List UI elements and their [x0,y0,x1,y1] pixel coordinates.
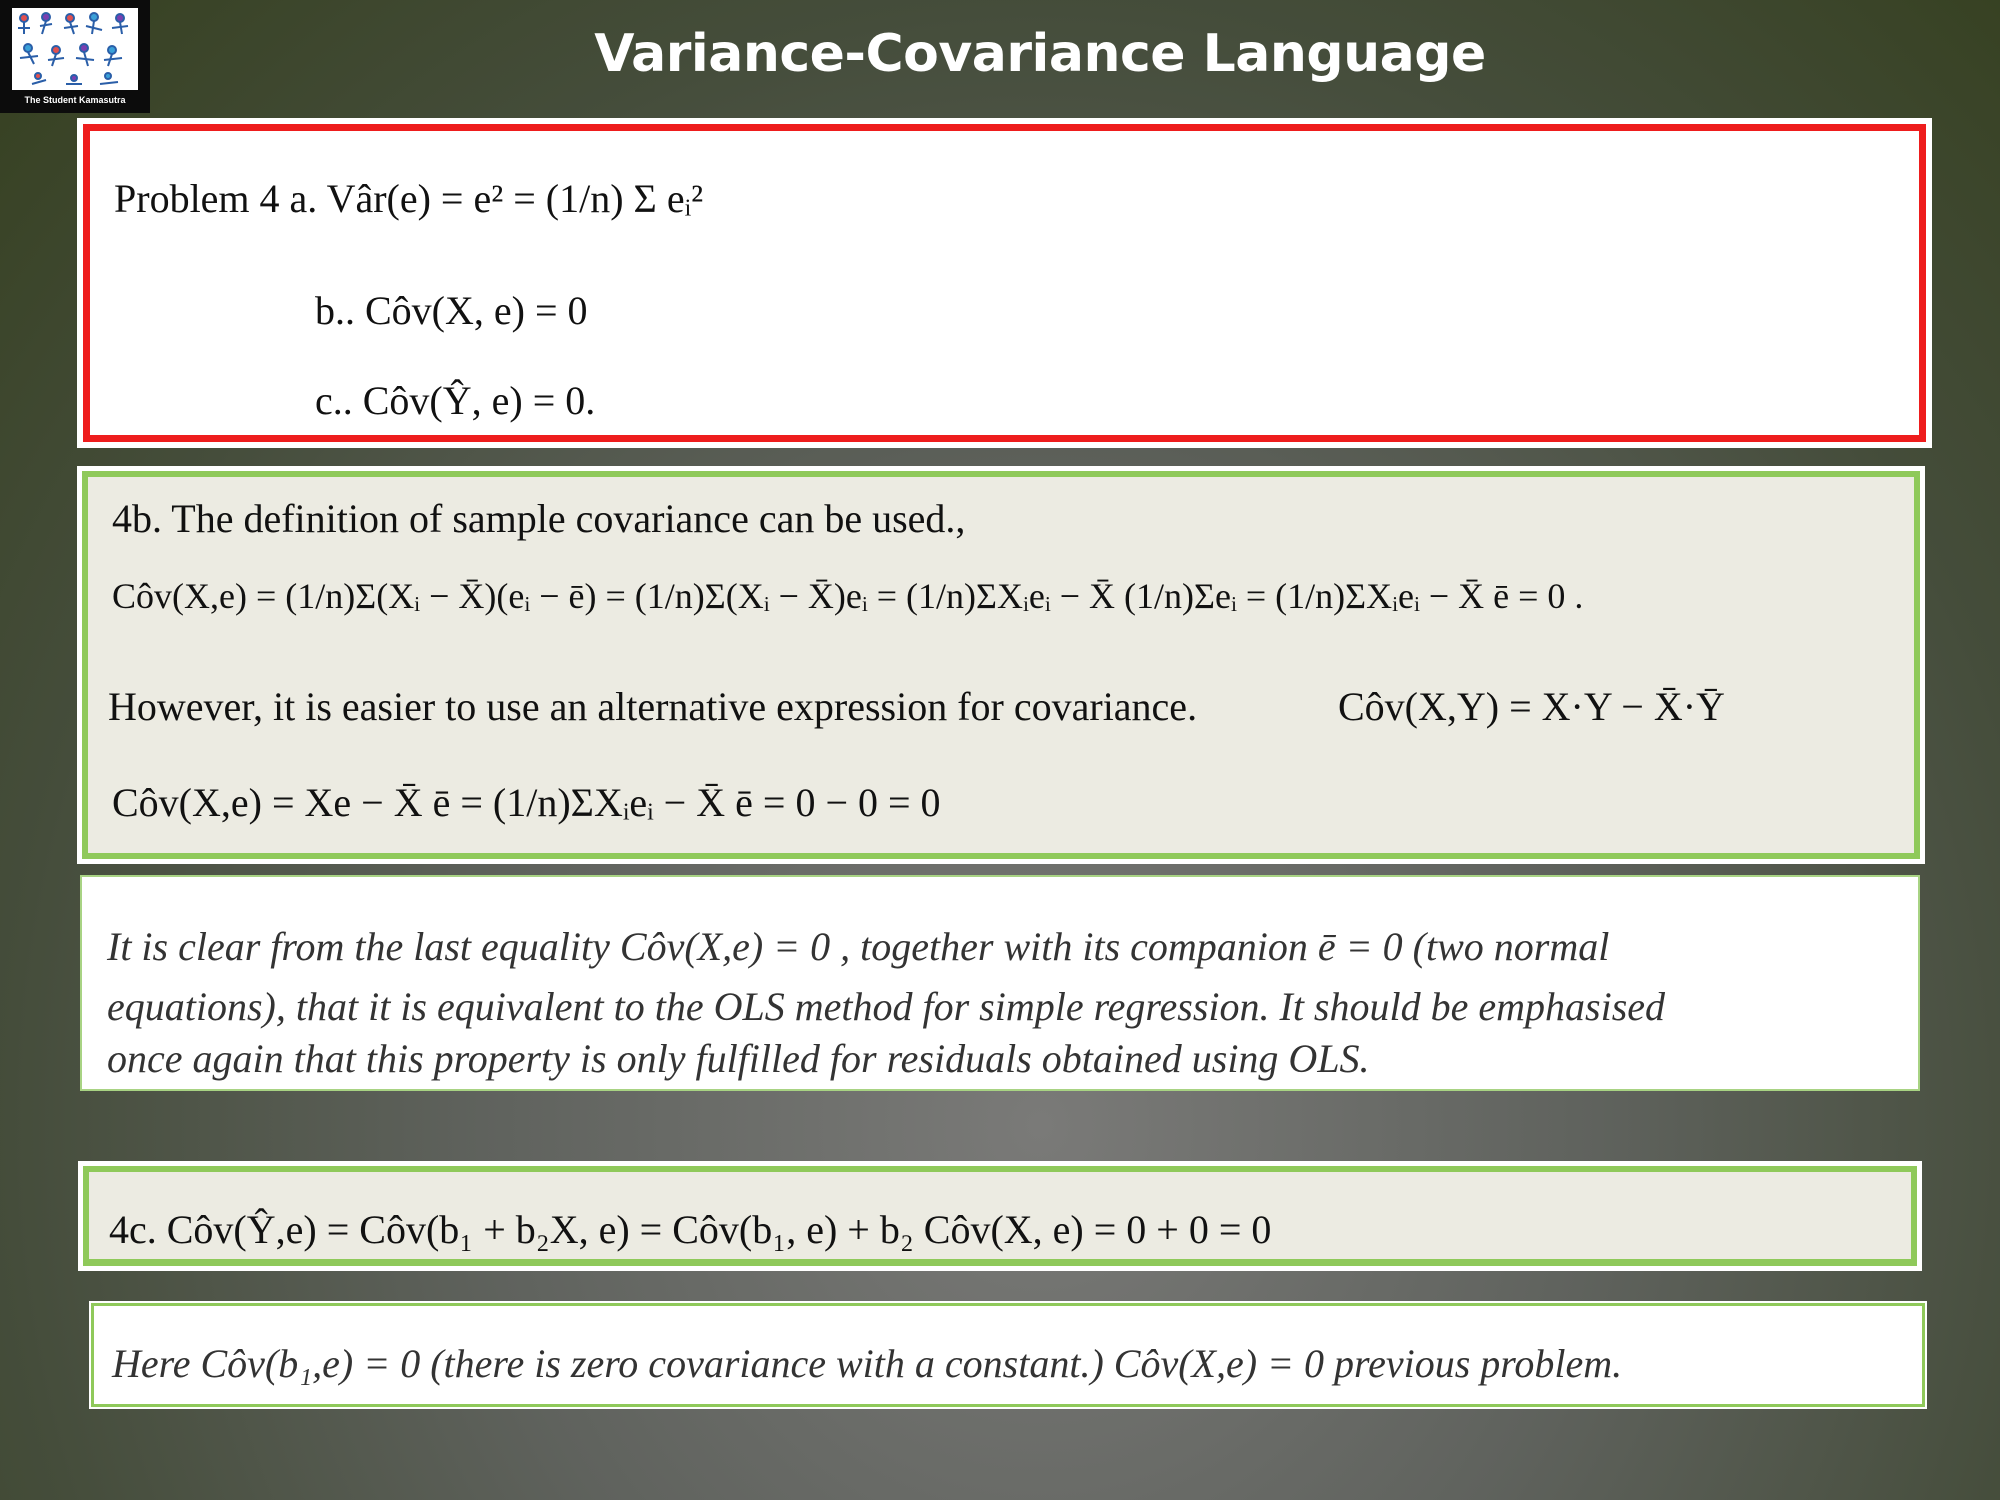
note-line-3: once again that this property is only fulfilled for residuals obtained using OLS. [107,1036,1370,1081]
solution-4c-formula: 4c. Côv(Ŷ,e) = Côv(b₁ + b₂X, e) = Côv(b₁, e) + b₂ Côv(X, e) = 0 + 0 = 0 [109,1207,1272,1252]
solution-4c-panel [78,1161,1922,1271]
solution-4b-alt-formula: Côv(X,Y) = X·Y − X̄·Ȳ [1338,684,1725,729]
solution-4b-intro: 4b. The definition of sample covariance can be used., [112,496,966,541]
solution-4b-derivation: Côv(X,e) = (1/n)Σ(Xᵢ − X̄)(eᵢ − ē) = (1/n)Σ(Xᵢ − X̄)eᵢ = (1/n)ΣXᵢeᵢ − X̄ (1/n)Σeᵢ = (1/n)ΣXᵢeᵢ − X̄ ē = 0 . [112,576,1584,616]
here-text: Here Côv(b₁,e) = 0 (there is zero covariance with a constant.) Côv(X,e) = 0 previous problem. [112,1341,1623,1386]
problem-panel [77,118,1932,448]
slide-title: Variance-Covariance Language [594,24,1486,84]
logo-caption: The Student Kamasutra [24,95,126,105]
note-line-1: It is clear from the last equality Côv(X,e) = 0 , together with its companion ē = 0 (two normal [107,924,1610,969]
solution-4c-box [83,1166,1917,1266]
problem-line-c: c.. Côv(Ŷ, e) = 0. [315,378,596,423]
note-panel [80,875,1920,1091]
solution-4b-box [82,471,1920,859]
solution-4b-panel [77,466,1925,864]
note-line-2: equations), that it is equivalent to the OLS method for simple regression. It should be emphasised [107,984,1666,1029]
logo [0,0,150,113]
solution-4b-alt-result: Côv(X,e) = Xe − X̄ ē = (1/n)ΣXᵢeᵢ − X̄ ē = 0 − 0 = 0 [112,780,941,825]
problem-box [83,124,1926,442]
problem-line-b: b.. Côv(X, e) = 0 [315,288,588,333]
logo-illustration [12,8,138,90]
problem-line-a: Problem 4 a. Vâr(e) = e² = (1/n) Σ eᵢ² [114,176,704,221]
solution-4b-alt-text: However, it is easier to use an alternative expression for covariance. [108,684,1198,729]
here-panel [89,1301,1927,1409]
here-box [91,1303,1925,1407]
